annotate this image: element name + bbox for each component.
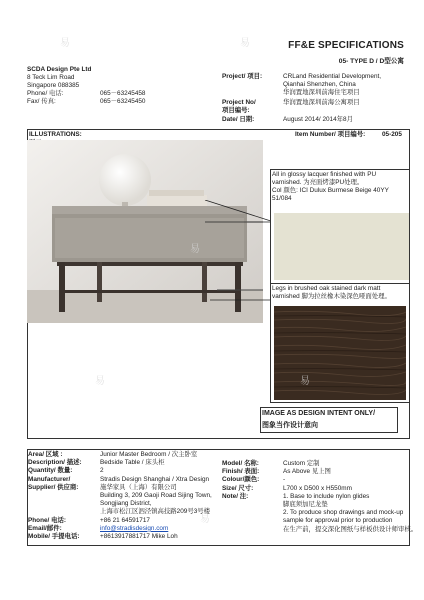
- detail-label: Manufacturer/: [28, 475, 71, 483]
- project-cn: 华润置地深圳前海住宅项目: [283, 89, 360, 96]
- detail-value: Bedside Table / 床头柜: [100, 459, 165, 467]
- fax-value: 065－63245450: [100, 98, 146, 105]
- watermark: 易: [95, 376, 105, 387]
- spec-label: Note/ 注:: [222, 492, 249, 500]
- date-label: Date/ 日期:: [222, 116, 255, 123]
- project-no-label-1: Project No/: [222, 99, 256, 106]
- pu-note-line-2: varnished. 为亮面烤漆PU处理。: [272, 179, 364, 186]
- spec-label: Finish/ 表面:: [222, 468, 260, 476]
- spec-value: sample for approval prior to production: [283, 517, 393, 525]
- address-line-2: Singapore 088385: [27, 82, 80, 89]
- item-number: 05-205: [382, 131, 402, 138]
- project-no-cn: 华润置地深圳前海公寓项目: [283, 99, 360, 106]
- address-line-1: 8 Teck Lim Road: [27, 74, 75, 81]
- detail-label: Area/ 区域 :: [28, 451, 63, 458]
- detail-label: Quantity/ 数量:: [28, 467, 73, 475]
- project-en-1: CRLand Residential Development,: [283, 73, 382, 80]
- oak-note-line-1: Legs in brushed oak stained dark matt: [272, 285, 381, 292]
- detail-label: Supplier/ 供应商:: [28, 483, 79, 491]
- detail-label: Email/邮件:: [28, 524, 62, 532]
- project-no-label-2: 项目编号:: [222, 107, 250, 114]
- detail-value: +86 21 64591717: [100, 516, 150, 524]
- detail-value: Junior Master Bedroom / 次主卧室: [100, 451, 198, 458]
- spec-value: Custom 定制: [283, 460, 320, 467]
- detail-value: Songjiang District,: [100, 500, 152, 508]
- detail-value: 施华家具（上海）有限公司: [100, 483, 177, 491]
- detail-value: Building 3, 209 Gaoji Road Sijing Town,: [100, 492, 212, 499]
- item-number-label: Item Number/ 项目编号:: [295, 131, 366, 138]
- spec-value: 1. Base to include nylon glides: [283, 492, 370, 500]
- detail-label: Mobile/ 手提电话:: [28, 533, 80, 540]
- phone-label: Phone/ 电话:: [27, 90, 64, 97]
- pu-color-swatch: [274, 213, 409, 280]
- design-intent-line-1: IMAGE AS DESIGN INTENT ONLY/: [262, 410, 376, 417]
- email-link[interactable]: info@stradisdesign.com: [100, 524, 169, 532]
- pu-note-line-4: 51/084: [272, 195, 292, 202]
- spec-value: 脚底须加尼龙垫: [283, 501, 328, 508]
- watermark: 易: [190, 244, 200, 255]
- spec-label: Size/ 尺寸:: [222, 484, 254, 492]
- spec-value: -: [283, 476, 286, 484]
- illustrations-label: ILLUSTRATIONS:: [29, 131, 82, 138]
- spec-value: 在生产前，提交深化图纸与样板供设计师审核。: [283, 525, 418, 533]
- fax-label: Fax/ 传真:: [27, 98, 56, 105]
- watermark: 易: [300, 376, 310, 387]
- spec-value: As Above 见上图: [283, 468, 331, 476]
- spec-value: 2. To produce shop drawings and mock-up: [283, 509, 404, 517]
- detail-value: +8613917881717 Mike Loh: [100, 533, 178, 540]
- oak-note-line-2: varnished 脚为拉丝橡木染深色哑面处理。: [272, 293, 391, 300]
- watermark: 易: [200, 514, 210, 525]
- pu-note-line-3: Col 颜色: ICI Dulux Burmese Beige 40YY: [272, 187, 389, 194]
- detail-label: Phone/ 电话:: [28, 516, 66, 524]
- leader-lines: [200, 200, 280, 320]
- detail-value: 2: [100, 467, 104, 475]
- project-en-2: Qianhai Shenzhen, China: [283, 81, 356, 88]
- watermark: 易: [240, 38, 250, 49]
- detail-value: 上海市松江区泗泾镇高技路209号3号楼: [100, 508, 211, 516]
- project-label: Project/ 项目:: [222, 73, 263, 80]
- spec-value: L700 x D500 x H550mm: [283, 484, 352, 492]
- design-intent-line-2: 图象当作设计意向: [262, 422, 318, 429]
- spec-label: Model/ 名称:: [222, 460, 259, 467]
- wood-grain-texture: [274, 306, 406, 400]
- detail-value: Stradis Design Shanghai / Xtra Design: [100, 475, 210, 483]
- detail-label: Description/ 描述:: [28, 459, 82, 467]
- phone-value: 065－63245458: [100, 90, 146, 97]
- page-title: FF&E SPECIFICATIONS: [288, 40, 404, 51]
- company-name: SCDA Design Pte Ltd: [27, 66, 92, 73]
- oak-wood-swatch: [274, 306, 406, 400]
- watermark: 易: [60, 38, 70, 49]
- pu-note-line-1: All in glossy lacquer finished with PU: [272, 171, 377, 178]
- spec-label: Colour/颜色:: [222, 476, 260, 484]
- page-subtitle: 05- TYPE D / D型公寓: [338, 58, 404, 65]
- date-value: August 2014/ 2014年8月: [283, 116, 353, 123]
